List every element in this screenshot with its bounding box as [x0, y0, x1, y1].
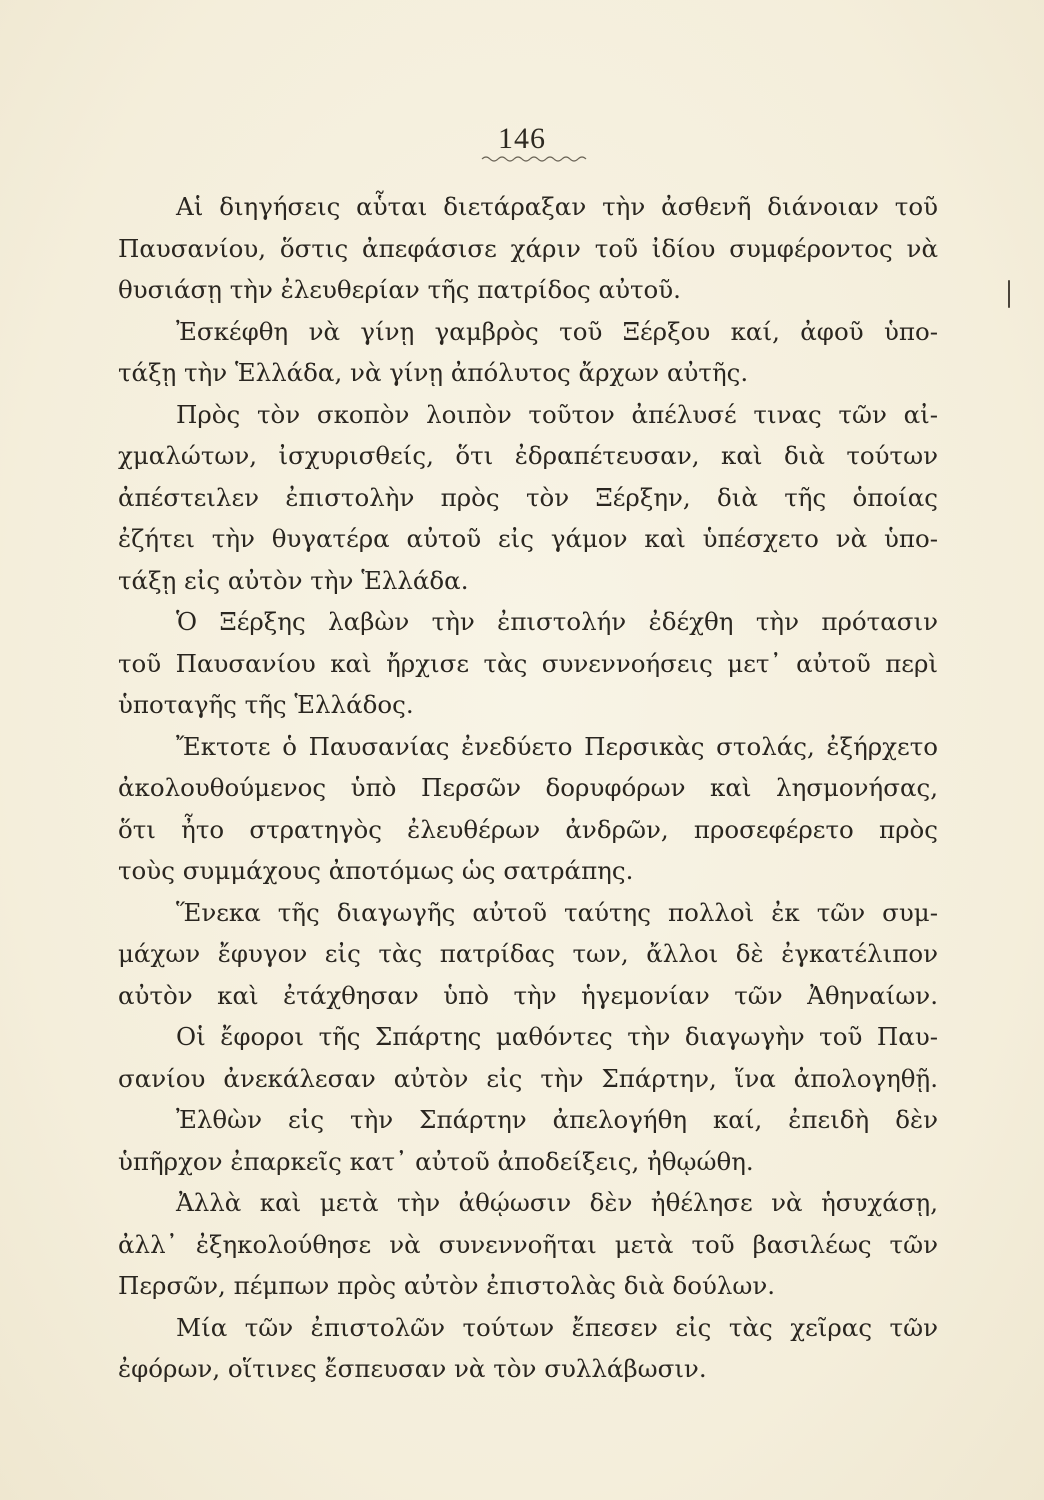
text-line: ὑποταγῆς τῆς Ἑλλάδος.	[118, 690, 414, 719]
page-number: 146	[498, 122, 546, 155]
text-line: Οἱ ἔφοροι τῆς Σπάρτης μαθόντες τὴν διαγωγὴν τοῦ Παυ-	[176, 1022, 938, 1051]
text-line: μάχων ἔφυγον εἰς τὰς πατρίδας των, ἄλλοι δὲ ἐγκατέλιπον	[118, 939, 938, 968]
text-line: ὑπῆρχον ἐπαρκεῖς κατ᾽ αὐτοῦ ἀποδείξεις, ἠθῳώθη.	[118, 1146, 754, 1176]
text-line: ἀπέστειλεν ἐπιστολὴν πρὸς τὸν Ξέρξην, διὰ τῆς ὁποίας	[118, 482, 938, 512]
text-line: Περσῶν, πέμπων πρὸς αὐτὸν ἐπιστολὰς διὰ δούλων.	[118, 1271, 776, 1300]
text-line: Ἕνεκα τῆς διαγωγῆς αὐτοῦ ταύτης πολλοὶ ἐκ τῶν συμ-	[176, 897, 938, 927]
margin-mark	[1008, 280, 1010, 308]
text-line: σανίου ἀνεκάλεσαν αὐτὸν εἰς τὴν Σπάρτην, ἵνα ἀπολογηθῇ.	[118, 1063, 938, 1093]
body-text	[118, 186, 938, 1390]
text-line: Πρὸς τὸν σκοπὸν λοιπὸν τοῦτον ἀπέλυσέ τινας τῶν αἰ-	[176, 399, 938, 429]
text-line: ἐζήτει τὴν θυγατέρα αὐτοῦ εἰς γάμον καὶ ὑπέσχετο νὰ ὑπο-	[118, 524, 938, 553]
text-line: Ὁ Ξέρξης λαβὼν τὴν ἐπιστολήν ἐδέχθη τὴν πρότασιν	[176, 607, 938, 636]
text-line: τοῦ Παυσανίου καὶ ἤρχισε τὰς συνεννοήσεις μετ᾽ αὐτοῦ περὶ	[118, 648, 938, 678]
text-line: ἐφόρων, οἵτινες ἔσπευσαν νὰ τὸν συλλάβωσιν.	[118, 1354, 707, 1383]
text-line: τάξῃ τὴν Ἑλλάδα, νὰ γίνῃ ἀπόλυτος ἄρχων αὐτῆς.	[118, 358, 749, 387]
text-line: Ἀλλὰ καὶ μετὰ τὴν ἀθῴωσιν δὲν ἠθέλησε νὰ ἡσυχάσῃ,	[176, 1188, 938, 1217]
text-line: Ἔκτοτε ὁ Παυσανίας ἐνεδύετο Περσικὰς στολάς, ἐξήρχετο	[176, 731, 938, 761]
text-line: Αἱ διηγήσεις αὗται διετάραξαν τὴν ἀσθενῆ διάνοιαν τοῦ	[176, 192, 938, 221]
text-line: Παυσανίου, ὅστις ἀπεφάσισε χάριν τοῦ ἰδίου συμφέροντος νὰ	[118, 233, 938, 263]
text-line: ἀλλ᾽ ἐξηκολούθησε νὰ συνεννοῆται μετὰ τοῦ βασιλέως τῶν	[118, 1229, 938, 1259]
text-line: Μία τῶν ἐπιστολῶν τούτων ἔπεσεν εἰς τὰς χεῖρας τῶν	[176, 1312, 938, 1342]
text-line: χμαλώτων, ἰσχυρισθείς, ὅτι ἐδραπέτευσαν, καὶ διὰ τούτων	[118, 441, 938, 470]
text-line: Ἐσκέφθη νὰ γίνῃ γαμβρὸς τοῦ Ξέρξου καί, ἀφοῦ ὑπο-	[176, 316, 938, 346]
wavy-underline-ornament	[480, 154, 590, 164]
text-line: αὐτὸν καὶ ἐτάχθησαν ὑπὸ τὴν ἡγεμονίαν τῶν Ἀθηναίων.	[118, 980, 938, 1010]
text-line: θυσιάσῃ τὴν ἐλευθερίαν τῆς πατρίδος αὐτοῦ.	[118, 275, 681, 304]
text-line: τάξῃ εἰς αὐτὸν τὴν Ἑλλάδα.	[118, 565, 469, 595]
text-line: Ἐλθὼν εἰς τὴν Σπάρτην ἀπελογήθη καί, ἐπειδὴ δὲν	[176, 1105, 938, 1134]
text-line: ἀκολουθούμενος ὑπὸ Περσῶν δορυφόρων καὶ λησμονήσας,	[118, 773, 938, 802]
text-line: τοὺς συμμάχους ἀποτόμως ὡς σατράπης.	[118, 856, 634, 885]
text-line: ὅτι ἦτο στρατηγὸς ἐλευθέρων ἀνδρῶν, προσεφέρετο πρὸς	[118, 814, 938, 844]
